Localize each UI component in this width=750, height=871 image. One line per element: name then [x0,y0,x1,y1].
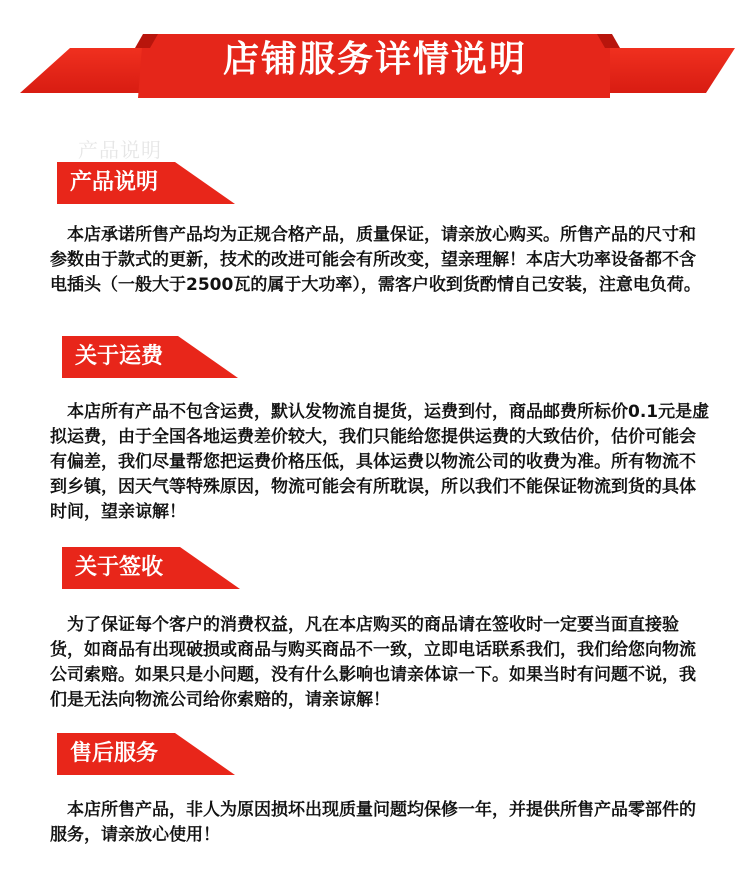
section-tag-signing [62,547,240,589]
section-body-product: 本店承诺所售产品均为正规合格产品，质量保证，请亲放心购买。所售产品的尺寸和参数由于款式的更新，技术的改进可能会有所改变，望亲理解！本店大功率设备都不含电插头（一般大于2500瓦的属于大功率），需客户收到货酌情自己安装，注意电负荷。 [50,225,701,295]
section-tag-shipping [62,336,238,378]
section-title: 关于签收 [75,555,164,580]
section-title: 售后服务 [70,741,159,766]
section-title: 关于运费 [75,344,164,369]
ghost-heading: 产品说明 [78,138,162,162]
page-title: 店铺服务详情说明 [222,39,527,80]
section-title: 产品说明 [70,170,159,195]
header-banner [0,0,750,105]
section-body-signing: 为了保证每个客户的消费权益，凡在本店购买的商品请在签收时一定要当面直接验货，如商品有出现破损或商品与购买商品不一致，立即电话联系我们，我们给您向物流公司索赔。如果只是小问题，没有什么影响也请亲体谅一下。如果当时有问题不说，我们是无法向物流公司给你索赔的，请亲谅解！ [50,615,696,710]
section-tag-aftersales [57,733,235,775]
section-tag-product [57,162,235,204]
section-body-aftersales: 本店所售产品，非人为原因损坏出现质量问题均保修一年，并提供所售产品零部件的服务，请亲放心使用！ [50,800,696,845]
section-body-shipping: 本店所有产品不包含运费，默认发物流自提货，运费到付，商品邮费所标价0.1元是虚拟运费，由于全国各地运费差价较大，我们只能给您提供运费的大致估价，估价可能会有偏差，我们尽量帮您把运费价格压低，具体运费以物流公司的收费为准。所有物流不到乡镇，因天气等特殊原因，物流可能会有所耽误，所以我们不能保证物流到货的具体时间，望亲谅解！ [50,402,710,522]
